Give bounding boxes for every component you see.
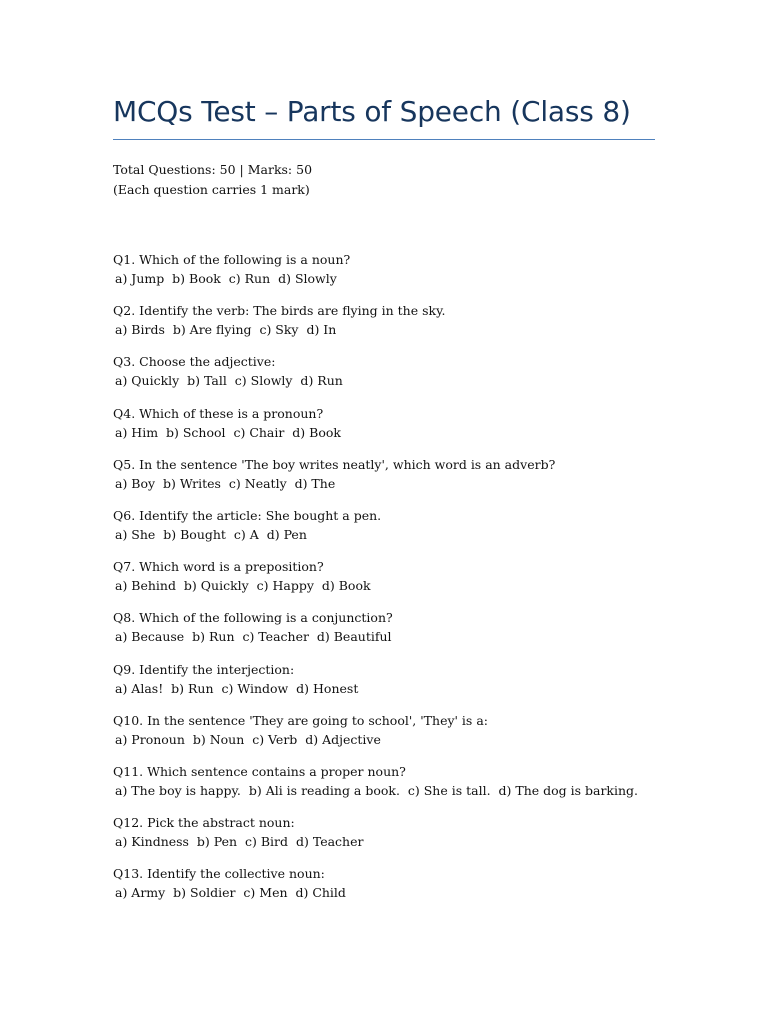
total-questions-text: Total Questions: 50 | Marks: 50 [113, 162, 313, 177]
question-7 [113, 557, 658, 608]
question-options: a) The boy is happy. b) Ali is reading a book. c) She is tall. d) The dog is barking. [115, 782, 639, 798]
marks-note-text: (Each question carries 1 mark) [113, 181, 310, 197]
question-stem: Q9. Identify the interjection: [113, 661, 295, 677]
test-info [113, 160, 312, 199]
question-options: a) Him b) School c) Chair d) Book [115, 424, 341, 440]
title-underline [113, 139, 655, 140]
question-stem: Q5. In the sentence 'The boy writes neatly', which word is an adverb? [113, 456, 556, 472]
question-11 [113, 762, 658, 813]
question-stem: Q10. In the sentence 'They are going to school', 'They' is a: [113, 712, 488, 728]
question-options: a) Quickly b) Tall c) Slowly d) Run [115, 373, 343, 389]
question-options: a) Army b) Soldier c) Men d) Child [115, 885, 346, 901]
question-9 [113, 660, 658, 711]
question-6 [113, 506, 658, 557]
question-stem: Q4. Which of these is a pronoun? [113, 405, 324, 421]
question-stem: Q11. Which sentence contains a proper noun? [113, 763, 406, 779]
question-4 [113, 404, 658, 455]
question-options: a) Jump b) Book c) Run d) Slowly [115, 271, 337, 286]
question-8 [113, 608, 658, 659]
question-options: a) Boy b) Writes c) Neatly d) The [115, 475, 336, 491]
question-options: a) Because b) Run c) Teacher d) Beautiful [115, 629, 392, 645]
question-5 [113, 455, 658, 506]
question-list [113, 250, 658, 915]
question-1 [113, 250, 658, 301]
question-stem: Q6. Identify the article: She bought a pen. [113, 507, 382, 523]
question-options: a) Birds b) Are flying c) Sky d) In [115, 322, 337, 338]
question-stem: Q7. Which word is a preposition? [113, 559, 324, 575]
question-options: a) Alas! b) Run c) Window d) Honest [115, 680, 359, 696]
question-stem: Q12. Pick the abstract noun: [113, 815, 295, 831]
question-options: a) She b) Bought c) A d) Pen [115, 526, 307, 542]
question-12 [113, 813, 658, 864]
question-2 [113, 301, 658, 352]
question-options: a) Behind b) Quickly c) Happy d) Book [115, 578, 371, 594]
question-3 [113, 352, 658, 403]
question-stem: Q1. Which of the following is a noun? [113, 252, 351, 267]
question-options: a) Kindness b) Pen c) Bird d) Teacher [115, 834, 364, 850]
question-stem: Q2. Identify the verb: The birds are flying in the sky. [113, 303, 446, 319]
question-stem: Q3. Choose the adjective: [113, 354, 276, 370]
question-13 [113, 864, 658, 915]
question-stem: Q13. Identify the collective noun: [113, 866, 325, 882]
question-options: a) Pronoun b) Noun c) Verb d) Adjective [115, 731, 381, 747]
question-stem: Q8. Which of the following is a conjunction? [113, 610, 393, 626]
question-10 [113, 711, 658, 762]
page-title: MCQs Test – Parts of Speech (Class 8) [113, 95, 631, 128]
